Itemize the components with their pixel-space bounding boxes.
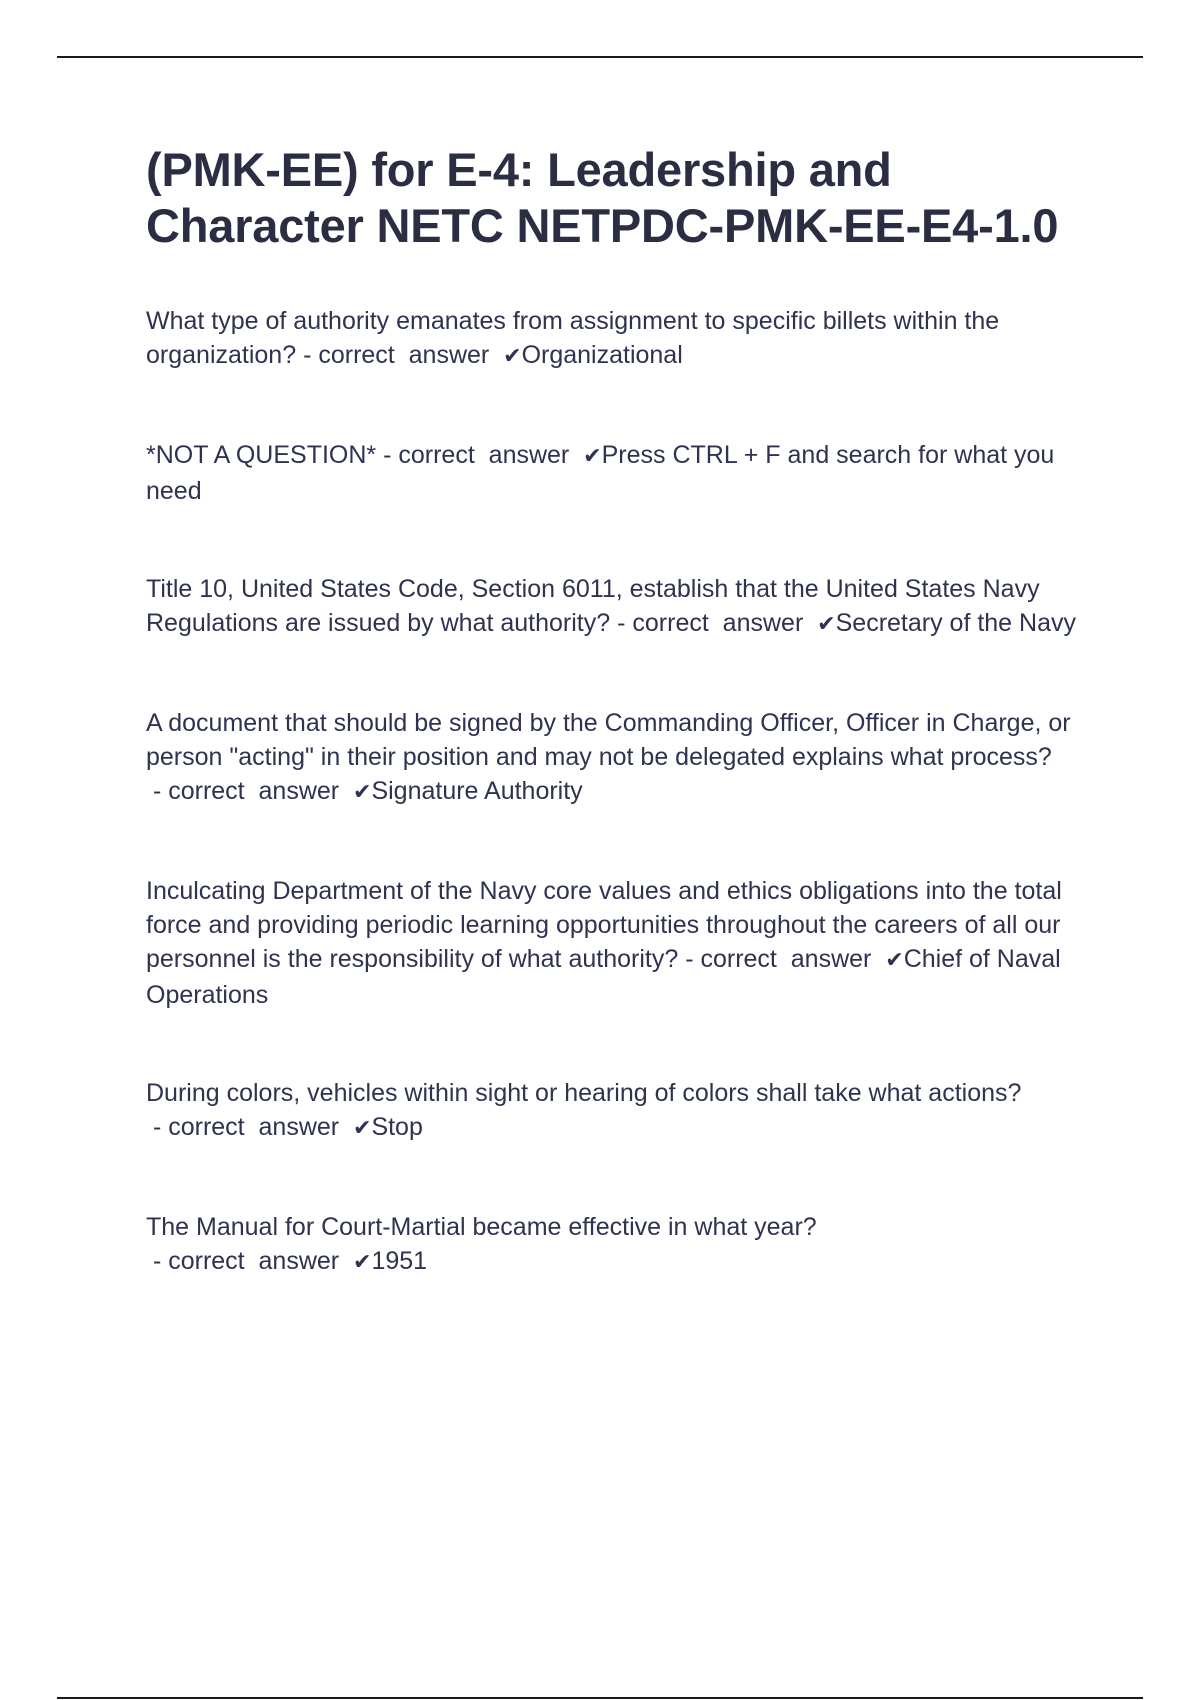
- qa-item: [146, 1210, 1096, 1280]
- check-icon: ✔: [503, 344, 522, 369]
- qa-item: [146, 572, 1096, 642]
- answer-text: Organizational: [521, 341, 683, 369]
- qa-list: [146, 304, 1096, 1280]
- answer-prefix: - correct answer: [146, 1247, 353, 1275]
- question-text: A document that should be signed by the Commanding Officer, Officer in Charge, or person "acting" in their position and may not be delegated explains what process?: [146, 709, 1071, 771]
- check-icon: ✔: [583, 444, 602, 469]
- check-icon: ✔: [353, 780, 372, 805]
- question-text: What type of authority emanates from assignment to specific billets within the organization?: [146, 307, 1000, 369]
- qa-item: [146, 1076, 1096, 1146]
- answer-text: Stop: [371, 1113, 423, 1141]
- document-body: [146, 142, 1096, 1280]
- answer-prefix: - correct answer: [146, 1113, 353, 1141]
- qa-item: [146, 874, 1096, 1012]
- question-text: During colors, vehicles within sight or hearing of colors shall take what actions?: [146, 1079, 1022, 1107]
- answer-text: Secretary of the Navy: [835, 609, 1076, 637]
- answer-text: 1951: [371, 1247, 428, 1275]
- check-icon: ✔: [885, 948, 904, 973]
- question-text: *NOT A QUESTION*: [146, 441, 377, 469]
- answer-prefix: - correct answer: [146, 777, 353, 805]
- answer-text: Chief of Naval Operations: [146, 945, 1061, 1009]
- document-title: (PMK-EE) for E-4: Leadership and Character NETC NETPDC-PMK-EE-E4-1.0: [146, 143, 1059, 252]
- answer-prefix: - correct answer: [678, 945, 886, 973]
- question-text: Inculcating Department of the Navy core values and ethics obligations into the total force and providing periodic learning opportunities throughout the careers of all our personnel is the responsibility of what authority?: [146, 877, 1062, 973]
- answer-prefix: - correct answer: [296, 341, 504, 369]
- check-icon: ✔: [353, 1250, 372, 1275]
- question-text: Title 10, United States Code, Section 6011, establish that the United States Navy Regulations are issued by what authority?: [146, 575, 1040, 637]
- answer-text: Press CTRL + F and search for what you need: [146, 441, 1055, 505]
- answer-prefix: - correct answer: [610, 609, 818, 637]
- qa-item: [146, 438, 1096, 508]
- question-text: The Manual for Court-Martial became effective in what year?: [146, 1213, 817, 1241]
- footer-rule: [57, 1697, 1143, 1699]
- answer-text: Signature Authority: [371, 777, 583, 805]
- answer-prefix: - correct answer: [376, 441, 584, 469]
- check-icon: ✔: [353, 1116, 372, 1141]
- qa-item: [146, 706, 1096, 810]
- qa-item: [146, 304, 1096, 374]
- check-icon: ✔: [817, 612, 836, 637]
- header-rule: [57, 56, 1143, 58]
